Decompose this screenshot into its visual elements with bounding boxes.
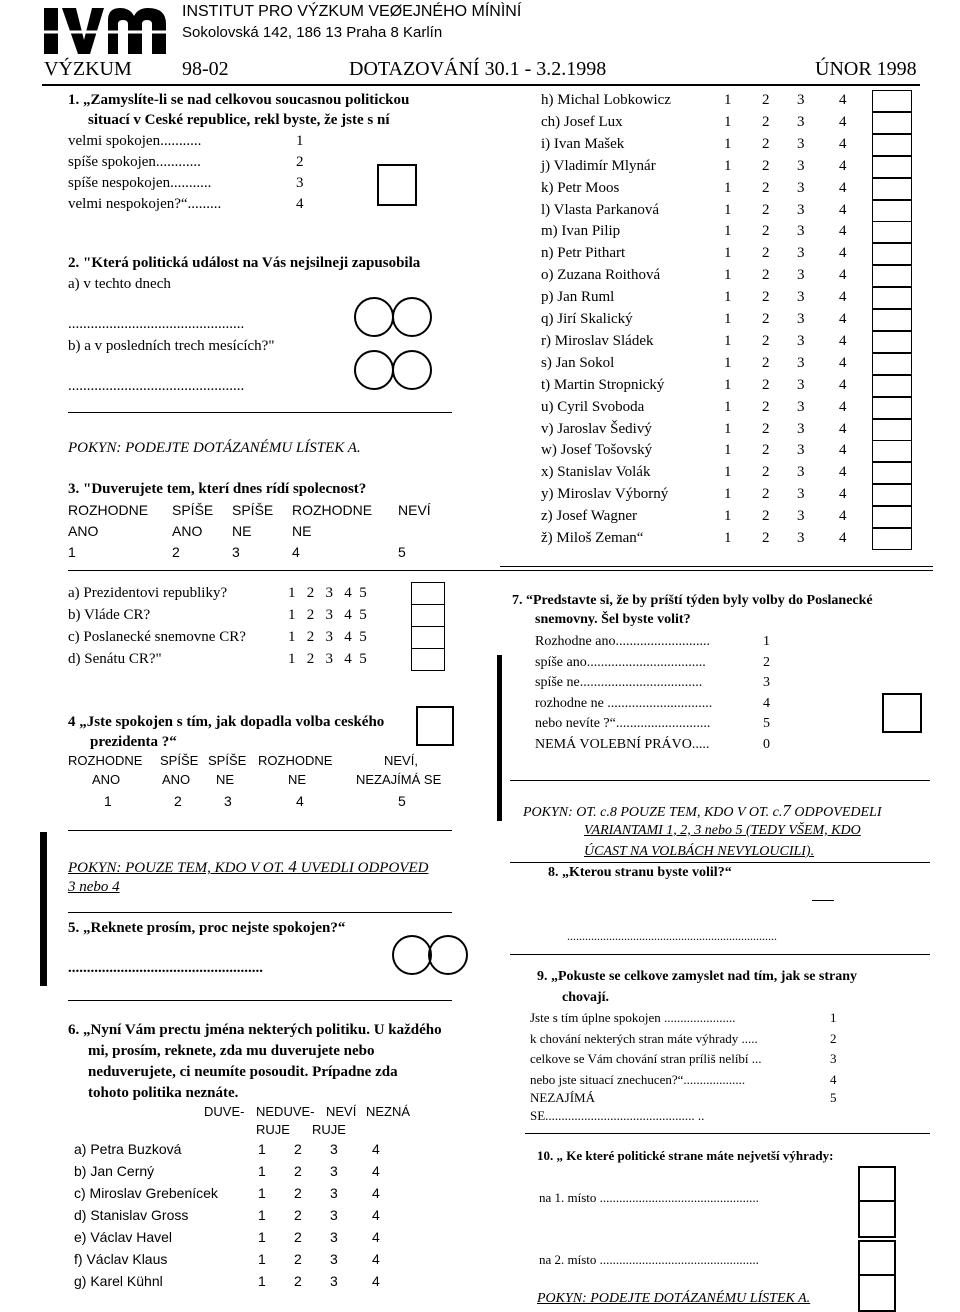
q4-scale-num: 2 xyxy=(174,793,182,809)
q10-answer-box[interactable] xyxy=(858,1166,896,1204)
q4-scale-top: SPÍŠE xyxy=(160,753,199,768)
politician-answer-box[interactable] xyxy=(872,440,912,462)
q3-scale-num: 4 xyxy=(292,544,300,560)
institute-name: INSTITUT PRO VÝZKUM VEØEJNÉHO MÍNÌNÍ xyxy=(182,3,522,20)
q9-title-2: chovají. xyxy=(562,990,610,1005)
q4-scale-num: 1 xyxy=(104,793,112,809)
politician-answer-box[interactable] xyxy=(872,375,912,397)
q2-b-answer-line[interactable]: ............................................... xyxy=(68,378,245,394)
instruction-final: POKYN: PODEJTE DOTÁZANÉMU LÍSTEK A. xyxy=(537,1291,811,1306)
politician-answer-box[interactable] xyxy=(872,112,912,134)
q10-first-line[interactable]: na 1. místo ................................................. xyxy=(539,1190,759,1205)
survey-month: ÚNOR 1998 xyxy=(815,58,917,80)
margin-bar xyxy=(497,655,502,821)
q10-second-line[interactable]: na 2. místo ................................................. xyxy=(539,1252,759,1267)
q10-title: 10. „ Ke které politické strane máte nejvetší výhrady: xyxy=(537,1148,834,1163)
q10-answer-box[interactable] xyxy=(858,1274,896,1312)
q3-scale-top: SPÍŠE xyxy=(232,502,274,518)
survey-number: 98-02 xyxy=(182,58,229,80)
divider xyxy=(510,780,930,781)
q6-scale-mid: RUJE xyxy=(256,1122,290,1137)
politician-answer-box[interactable] xyxy=(872,265,912,287)
q3-scale-mid: NE xyxy=(232,523,252,539)
q4-title: 4 „Jste spokojen s tím, jak dopadla volba ceského xyxy=(68,714,385,730)
q6-title-4: tohoto politika neznáte. xyxy=(88,1085,239,1101)
divider xyxy=(525,1133,930,1134)
q4-scale-mid: NE xyxy=(288,772,307,787)
instruction-q7-line3: ÚCAST NA VOLBÁCH NEVYLOUCILI). xyxy=(584,844,815,859)
politician-answer-box[interactable] xyxy=(872,506,912,528)
q1-title: 1. „Zamyslíte-li se nad celkovou soucasnou politickou xyxy=(68,92,410,108)
q4-answer-box[interactable] xyxy=(416,706,454,746)
q4-scale-num: 4 xyxy=(296,793,304,809)
ivm-logo xyxy=(42,2,170,56)
q4-scale-mid: ANO xyxy=(162,772,191,787)
q9-title: 9. „Pokuste se celkove zamyslet nad tím, jak se strany xyxy=(537,969,858,984)
survey-label: VÝZKUM xyxy=(44,58,132,80)
margin-bar xyxy=(40,832,47,986)
politician-answer-box[interactable] xyxy=(872,221,912,243)
q2-b: b) a v posledních trech mesících?" xyxy=(68,338,275,354)
q2-a-code-circle[interactable] xyxy=(354,297,394,337)
q7-title-2: snemovny. Šel byste volit? xyxy=(535,612,691,627)
politician-answer-box[interactable] xyxy=(872,484,912,506)
instruction-q7-line1: POKYN: OT. c.8 POUZE TEM, KDO V OT. c.7 ODPOVEDELI xyxy=(523,801,882,820)
q6-scale-top: DUVE- xyxy=(204,1104,245,1119)
politician-answer-box[interactable] xyxy=(872,287,912,309)
q3-answer-box[interactable] xyxy=(411,604,445,627)
q3-scale-top: SPÍŠE xyxy=(172,502,214,518)
instruction-q7-line2: VARIANTAMI 1, 2, 3 nebo 5 (TEDY VŠEM, KDO xyxy=(584,823,861,838)
q4-scale-mid: ANO xyxy=(92,772,121,787)
instruction-q4-line1: POKYN: POUZE TEM, KDO V OT. 4 UVEDLI ODPOVED xyxy=(68,857,429,876)
q6-scale-mid: RUJE xyxy=(312,1122,346,1137)
divider xyxy=(68,412,452,413)
divider xyxy=(68,1000,452,1001)
q4-title-2: prezidenta ?“ xyxy=(90,734,177,750)
q6-scale-top: NEDUVE- xyxy=(256,1104,315,1119)
politician-answer-box[interactable] xyxy=(872,90,912,112)
q5-code-circle[interactable] xyxy=(392,935,432,975)
q4-scale-num: 3 xyxy=(224,793,232,809)
header-rule xyxy=(42,84,920,86)
q3-scale-top: ROZHODNE xyxy=(68,502,149,518)
politician-answer-box[interactable] xyxy=(872,528,912,550)
q8-answer-line[interactable]: ...................................................................... xyxy=(567,929,777,943)
q1-title-2: situací v Ceské republice, rekl byste, že jste s ní xyxy=(88,112,390,128)
politician-answer-box[interactable] xyxy=(872,178,912,200)
politician-answer-box[interactable] xyxy=(872,419,912,441)
q6-title-2: mi, prosím, reknete, zda mu duverujete nebo xyxy=(88,1043,375,1059)
q3-scale-num: 2 xyxy=(172,544,180,560)
q8-mark xyxy=(812,900,834,901)
politician-answer-box[interactable] xyxy=(872,309,912,331)
politician-answer-box[interactable] xyxy=(872,462,912,484)
politician-answer-box[interactable] xyxy=(872,243,912,265)
q2-title: 2. "Která politická událost na Vás nejsilneji zapusobila xyxy=(68,255,421,271)
instruction-q4-line2: 3 nebo 4 xyxy=(68,879,120,895)
q3-scale-mid: ANO xyxy=(172,523,203,539)
politician-answer-box[interactable] xyxy=(872,353,912,375)
q3-answer-box[interactable] xyxy=(411,582,445,605)
q3-scale-top: ROZHODNE xyxy=(292,502,373,518)
q5-answer-line[interactable]: .................................................... xyxy=(68,960,263,976)
divider xyxy=(68,912,452,913)
q4-scale-num: 5 xyxy=(398,793,406,809)
divider xyxy=(68,570,933,571)
q2-a-code-circle[interactable] xyxy=(392,297,432,337)
politician-answer-box[interactable] xyxy=(872,134,912,156)
q6-title-3: neduverujete, ci neumíte posoudit. Prípadne zda xyxy=(88,1064,398,1080)
q5-code-circle[interactable] xyxy=(428,935,468,975)
q3-title: 3. "Duverujete tem, kterí dnes rídí spolecnost? xyxy=(68,481,367,497)
divider xyxy=(500,566,933,567)
q4-scale-top: ROZHODNE xyxy=(68,753,143,768)
q10-answer-box[interactable] xyxy=(858,1200,896,1238)
q5-title: 5. „Reknete prosím, proc nejste spokojen?“ xyxy=(68,920,346,936)
q6-scale-top: NEVÍ xyxy=(326,1104,357,1119)
institute-address: Sokolovská 142, 186 13 Praha 8 Karlín xyxy=(182,24,443,41)
politician-answer-box[interactable] xyxy=(872,331,912,353)
divider xyxy=(68,830,452,831)
q7-answer-box[interactable] xyxy=(882,693,922,733)
politician-answer-box[interactable] xyxy=(872,397,912,419)
q7-title: 7. “Predstavte si, že by príští týden byly volby do Poslanecké xyxy=(512,593,873,608)
q10-answer-box[interactable] xyxy=(858,1240,896,1278)
q4-scale-top: SPÍŠE xyxy=(208,753,247,768)
q3-scale-num: 1 xyxy=(68,544,76,560)
q3-answer-box[interactable] xyxy=(411,648,445,671)
q8-title: 8. „Kterou stranu byste volil?“ xyxy=(548,865,732,880)
q3-scale-top: NEVÍ xyxy=(398,502,431,518)
q2-b-code-circle[interactable] xyxy=(392,350,432,390)
q4-scale-mid: NEZAJÍMÁ SE xyxy=(356,772,442,787)
q2-a-answer-line[interactable]: ............................................... xyxy=(68,316,245,332)
q1-answer-box[interactable] xyxy=(377,164,417,206)
instruction-card-a: POKYN: PODEJTE DOTÁZANÉMU LÍSTEK A. xyxy=(68,440,361,456)
q3-answer-box[interactable] xyxy=(411,626,445,649)
q3-scale-num: 5 xyxy=(398,544,406,560)
q3-scale-num: 3 xyxy=(232,544,240,560)
politician-answer-box[interactable] xyxy=(872,200,912,222)
q3-scale-mid: ANO xyxy=(68,523,99,539)
q6-title: 6. „Nyní Vám prectu jména nekterých politiku. U každého xyxy=(68,1022,442,1038)
survey-period: DOTAZOVÁNÍ 30.1 - 3.2.1998 xyxy=(349,58,607,80)
politician-answer-box[interactable] xyxy=(872,156,912,178)
q4-scale-mid: NE xyxy=(216,772,235,787)
divider xyxy=(510,954,930,955)
q4-scale-top: ROZHODNE xyxy=(258,753,333,768)
q2-b-code-circle[interactable] xyxy=(354,350,394,390)
divider xyxy=(510,862,930,863)
q3-scale-mid: NE xyxy=(292,523,312,539)
q2-a: a) v techto dnech xyxy=(68,276,171,292)
q4-scale-top: NEVÍ, xyxy=(384,753,418,768)
q6-scale-top: NEZNÁ xyxy=(366,1104,411,1119)
